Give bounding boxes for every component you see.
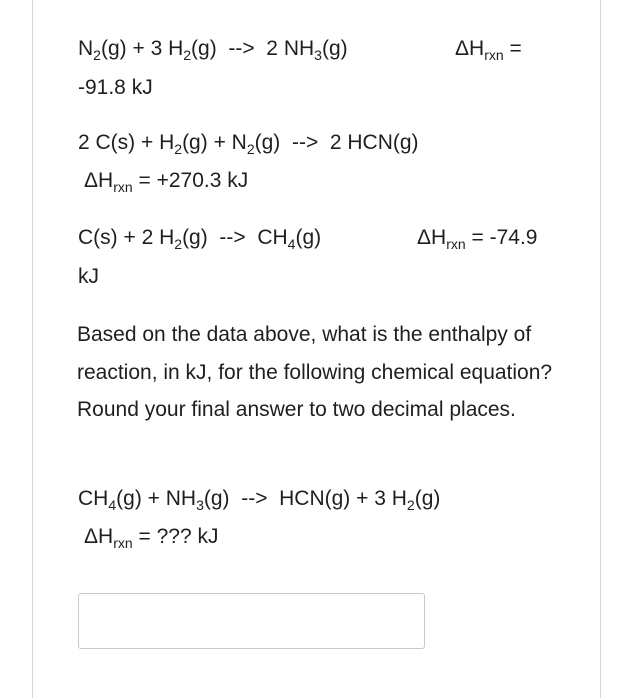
reaction-1-enthalpy-value: -91.8 kJ [78,76,153,99]
reaction-2-enthalpy: $\Delta H_{rxn} = +270.3$ kJ [84,169,249,195]
reaction-3-equation: C(s) + 2 $H_2(g)$ --> $CH_4(g)$ [78,226,322,252]
answer-input[interactable] [78,593,425,649]
reaction-3-enthalpy: $\Delta H_{rxn} = -74.9$ [417,226,538,252]
target-equation: $CH_4(g) + NH_3(g)$ --> HCN(g) + 3 $H_2(g)$ [78,487,441,513]
question-text: Based on the data above, what is the enthalpy of reaction, in kJ, for the following chemical equation? Round your final answer to two decimal places. [77,323,553,421]
reaction-1-enthalpy: $\Delta H_{rxn}$ = [455,37,522,63]
reaction-2-equation: 2 $C(s) + H_2(g) + N_2(g)$ --> 2 HCN(g) [78,131,419,157]
target-enthalpy: $\Delta H_{rxn}$ = ??? kJ [84,525,219,551]
reaction-3-enthalpy-value: kJ [78,265,99,288]
reaction-1-equation: $N_2(g) + 3$ $H_2(g)$ --> 2 $NH_3(g)$ [78,37,348,63]
